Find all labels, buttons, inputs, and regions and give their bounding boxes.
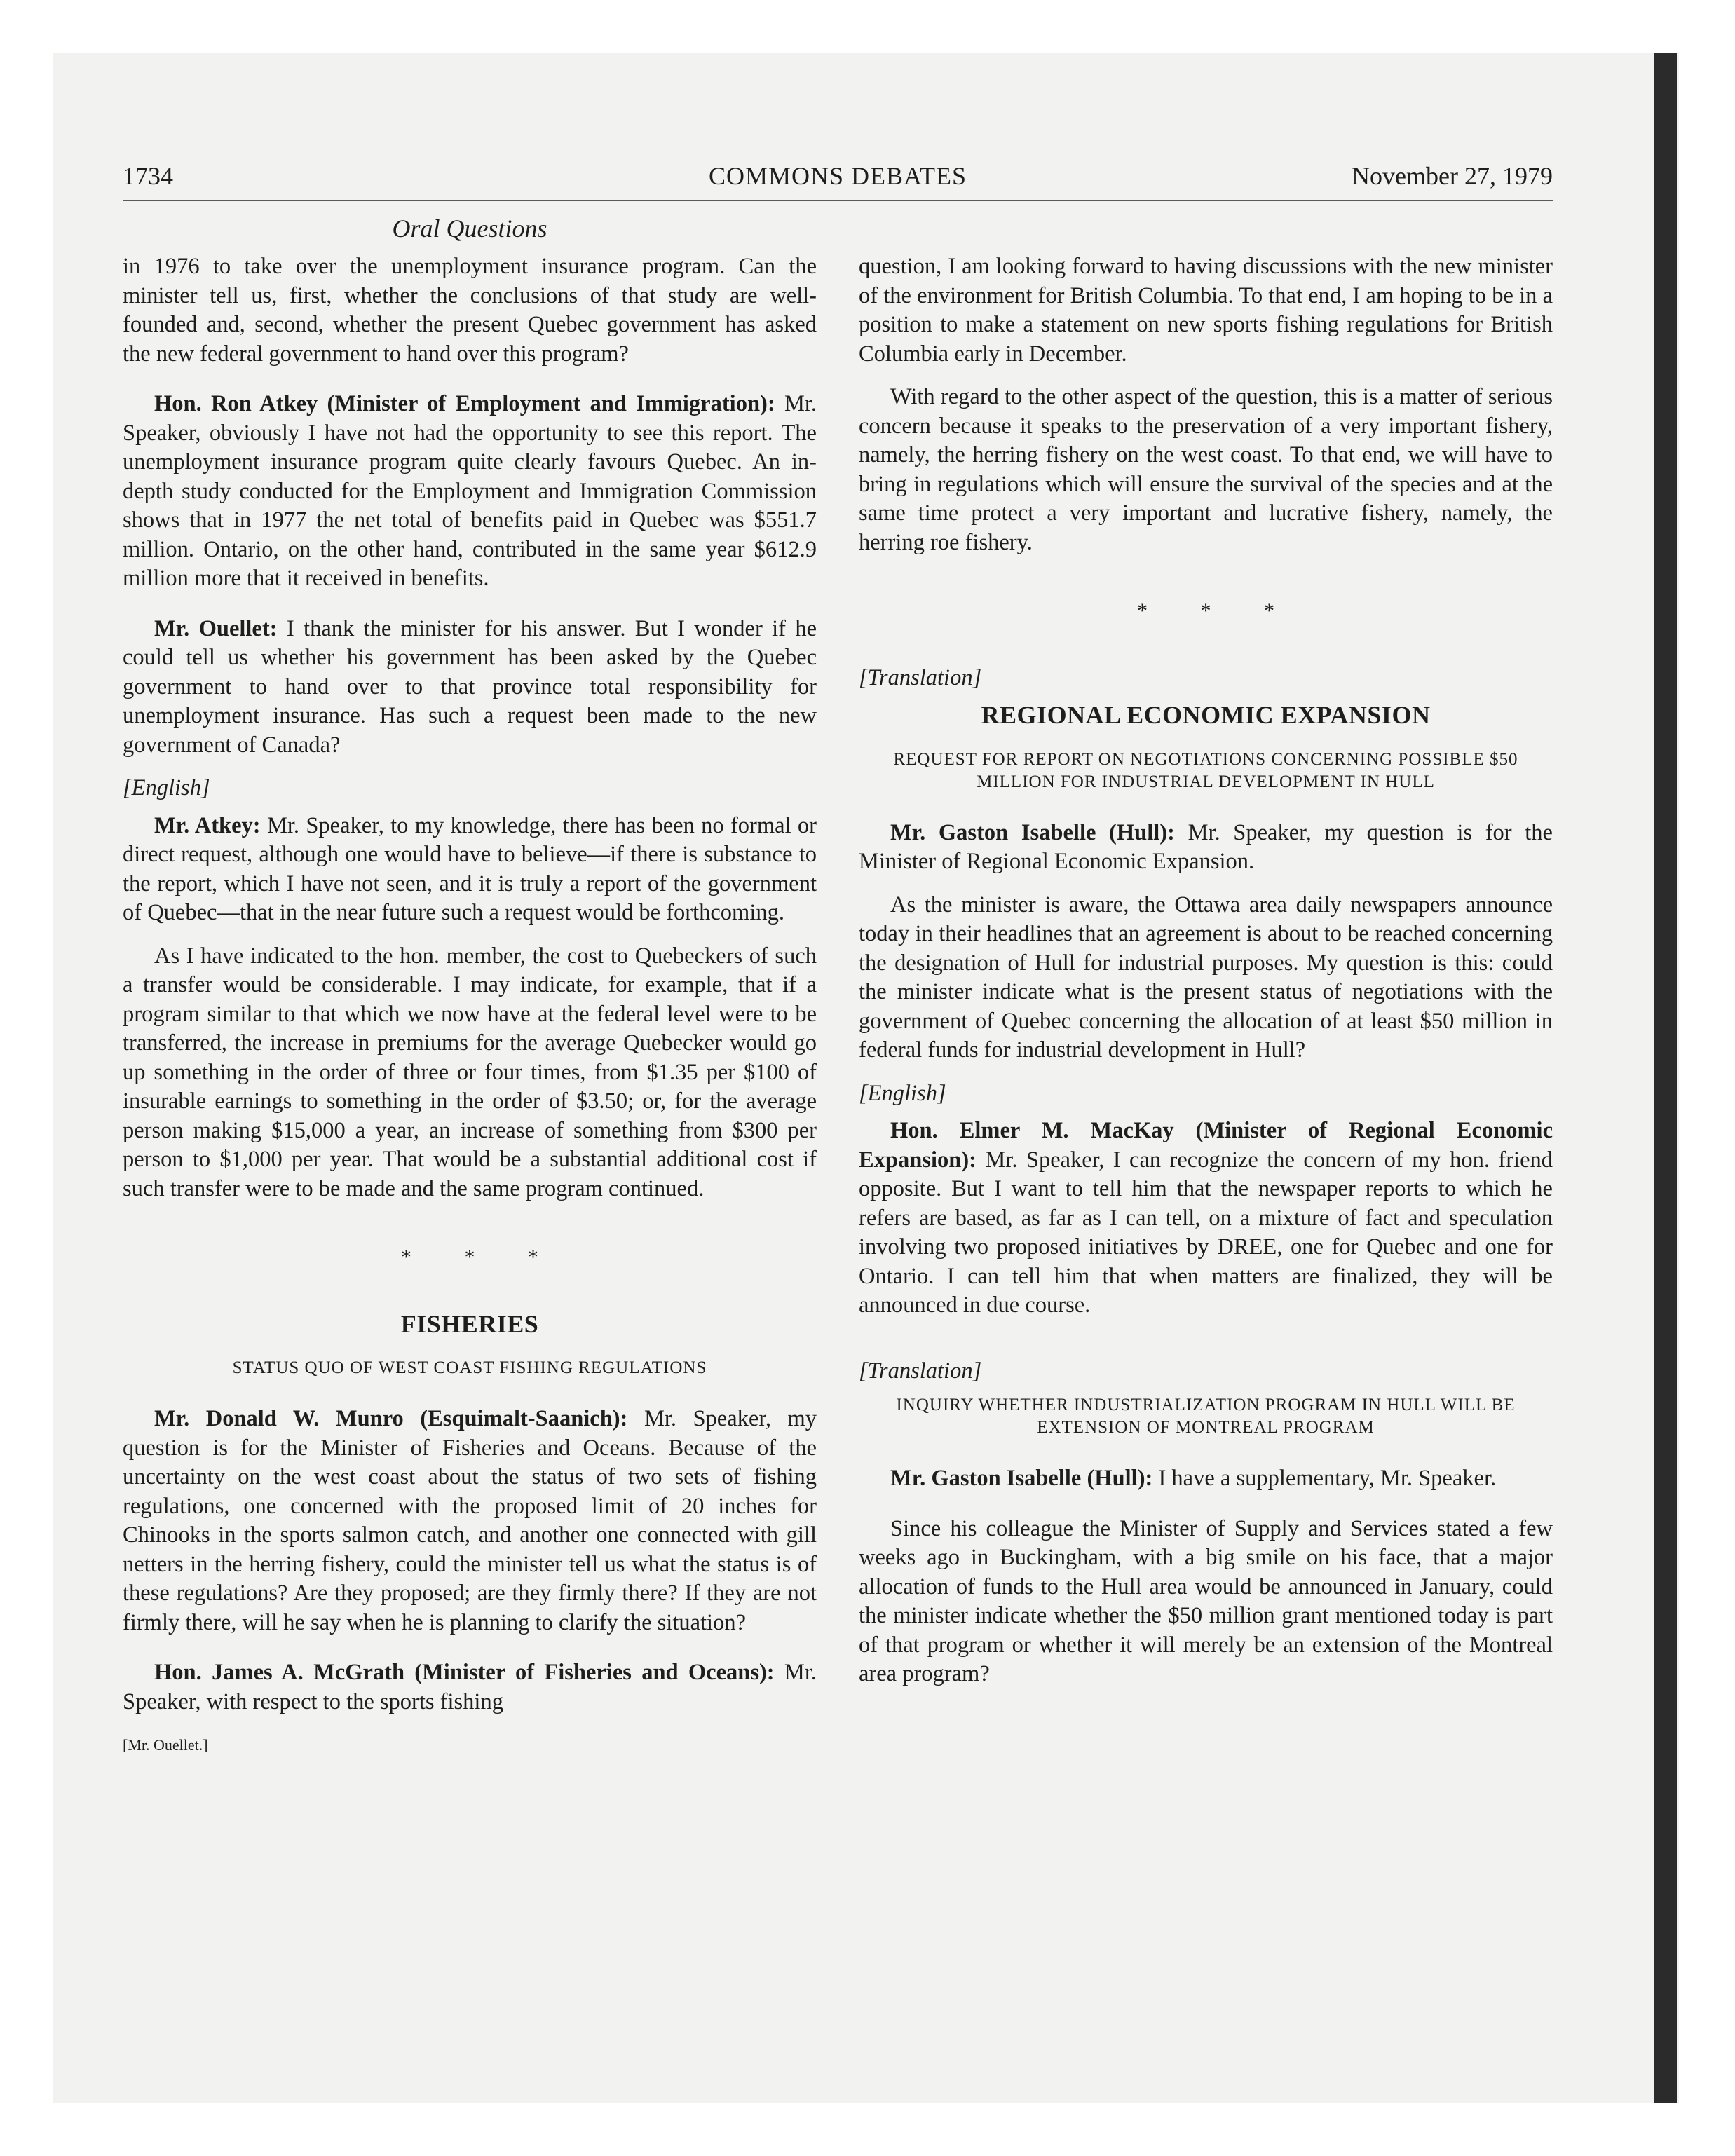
- speaker-name: Mr. Gaston Isabelle (Hull):: [890, 1466, 1153, 1491]
- speaker-name: Mr. Gaston Isabelle (Hull):: [890, 819, 1175, 845]
- speech-text: Mr. Speaker, my question is for the Minister of Regional Economic Expansion.: [859, 819, 1553, 874]
- running-subheader: Oral Questions: [392, 214, 547, 243]
- paragraph: [859, 1117, 1553, 1321]
- paragraph: [123, 812, 817, 928]
- publication-title: COMMONS DEBATES: [708, 162, 967, 190]
- section-heading: REGIONAL ECONOMIC EXPANSION: [981, 701, 1431, 729]
- left-column: [123, 252, 817, 1760]
- paragraph: With regard to the other aspect of the question, this is a matter of serious concern because it speaks to the preservation of a very important fishery, namely, the herring fishery on the west coast. To that end, we will have to bring in regulations which will ensure the survival of the species and at the same time protect a very important and lucrative fishery, namely, the herring roe fishery.: [859, 384, 1553, 555]
- section-divider: * * *: [401, 1246, 562, 1269]
- subsection-heading: STATUS QUO OF WEST COAST FISHING REGULATIONS: [232, 1358, 707, 1377]
- paragraph: in 1976 to take over the unemployment insurance program. Can the minister tell us, first, whether the conclusions of that study are well-founded and, second, whether the present Quebec government has asked the new federal government to hand over this program?: [123, 254, 817, 367]
- publication-date: November 27, 1979: [1352, 162, 1553, 190]
- speech-text: I thank the minister for his answer. But I wonder if he could tell us whether his government has been asked by the Quebec government to hand over to that province total responsibility for unemployment insurance. Has such a request been made to the new government of Canada?: [123, 615, 817, 758]
- paragraph: [859, 1464, 1553, 1494]
- page-number: 1734: [123, 162, 173, 190]
- subsection-heading: REQUEST FOR REPORT ON NEGOTIATIONS CONCERNING POSSIBLE $50 MILLION FOR INDUSTRIAL DEVELOPMENT IN HULL: [893, 749, 1518, 791]
- header-rule: [123, 200, 1553, 201]
- paragraph: [859, 819, 1553, 877]
- language-marker: [Translation]: [859, 664, 982, 690]
- speech-text: Mr. Speaker, to my knowledge, there has been no formal or direct request, although one would have to believe—if there is substance to the report, which I have not seen, and it is truly a report of the government of Quebec—that in the near future such a request would be forthcoming.: [123, 812, 817, 925]
- speaker-name: Hon. Ron Atkey (Minister of Employment and Immigration):: [154, 391, 775, 416]
- speaker-name: Mr. Ouellet:: [154, 615, 278, 641]
- paragraph: As the minister is aware, the Ottawa area daily newspapers announce today in their headlines that an agreement is about to be reached concerning the designation of Hull for industrial purposes. My question is this: could the minister indicate what is the present status of negotiations with the government of Quebec concerning the allocation of at least $50 million in federal funds for industrial development in Hull?: [859, 892, 1553, 1063]
- page-header: [123, 161, 1553, 198]
- right-column: [859, 252, 1553, 1703]
- section-divider: * * *: [1137, 599, 1298, 622]
- language-marker: [English]: [123, 775, 210, 800]
- speaker-name: Mr. Atkey:: [154, 812, 261, 838]
- language-marker: [English]: [859, 1080, 946, 1106]
- speech-text: Mr. Speaker, with respect to the sports fishing: [123, 1660, 817, 1714]
- language-marker: [Translation]: [859, 1358, 982, 1384]
- paragraph: question, I am looking forward to having discussions with the new minister of the environment for British Columbia. To that end, I am hoping to be in a position to make a statement on new sports fishing regulations for British Columbia early in December.: [859, 254, 1553, 367]
- speech-text: Mr. Speaker, my question is for the Minister of Fisheries and Oceans. Because of the uncertainty on the west coast about the status of two sets of fishing regulations, one concerned with the proposed limit of 20 inches for Chinooks in the sports salmon catch, and another one connected with gill netters in the herring fishery, could the minister tell us what the status is of these regulations? Are they proposed; are they firmly there? If they are not firmly there, will he say when he is planning to clarify the situation?: [123, 1406, 817, 1635]
- footnote: [Mr. Ouellet.]: [123, 1736, 208, 1754]
- speech-text: I have a supplementary, Mr. Speaker.: [1152, 1466, 1497, 1491]
- speech-text: Mr. Speaker, I can recognize the concern of my hon. friend opposite. But I want to tell him that the newspaper reports to which he refers are based, as far as I can tell, on a mixture of fact and speculation involving two proposed initiatives by DREE, one for Quebec and one for Ontario. I can tell him that when matters are finalized, they will be announced in due course.: [859, 1147, 1553, 1318]
- paragraph: [123, 1405, 817, 1637]
- subsection-heading: INQUIRY WHETHER INDUSTRIALIZATION PROGRAM IN HULL WILL BE EXTENSION OF MONTREAL PROGRAM: [896, 1396, 1516, 1437]
- speaker-name: Mr. Donald W. Munro (Esquimalt-Saanich):: [154, 1406, 628, 1431]
- speaker-name: Hon. James A. McGrath (Minister of Fisheries and Oceans):: [154, 1660, 775, 1685]
- paragraph: [123, 1658, 817, 1717]
- speaker-name: Hon. Elmer M. MacKay (Minister of Regional Economic Expansion):: [859, 1118, 1553, 1173]
- speech-text: Mr. Speaker, obviously I have not had the opportunity to see this report. The unemployment insurance program quite clearly favours Quebec. An in-depth study conducted for the Employment and Immigration Commission shows that in 1977 the net total of benefits paid in Quebec was $551.7 million. Ontario, on the other hand, contributed in the same year $612.9 million more that it received in benefits.: [123, 391, 817, 591]
- scan-edge-bar: [1654, 53, 1677, 2103]
- paragraph: Since his colleague the Minister of Supply and Services stated a few weeks ago in Buckingham, with a big smile on his face, that a major allocation of funds to the Hull area would be announced in January, could the minister indicate whether the $50 million grant mentioned today is part of that program or whether it will merely be an extension of the Montreal area program?: [859, 1515, 1553, 1686]
- paragraph: As I have indicated to the hon. member, the cost to Quebeckers of such a transfer would be considerable. I may indicate, for example, that if a program similar to that which we now have at the federal level were to be transferred, the increase in premiums for the average Quebecker would go up something in the order of three or four times, from $1.35 per $100 of insurable earnings to something in the order of $3.50; or, for the average person making $15,000 a year, an increase of something from $300 per person to $1,000 per year. That would be a substantial additional cost if such transfer were to be made and the same program continued.: [123, 943, 817, 1201]
- paragraph: [123, 390, 817, 594]
- paragraph: [123, 615, 817, 760]
- section-heading: FISHERIES: [400, 1309, 539, 1338]
